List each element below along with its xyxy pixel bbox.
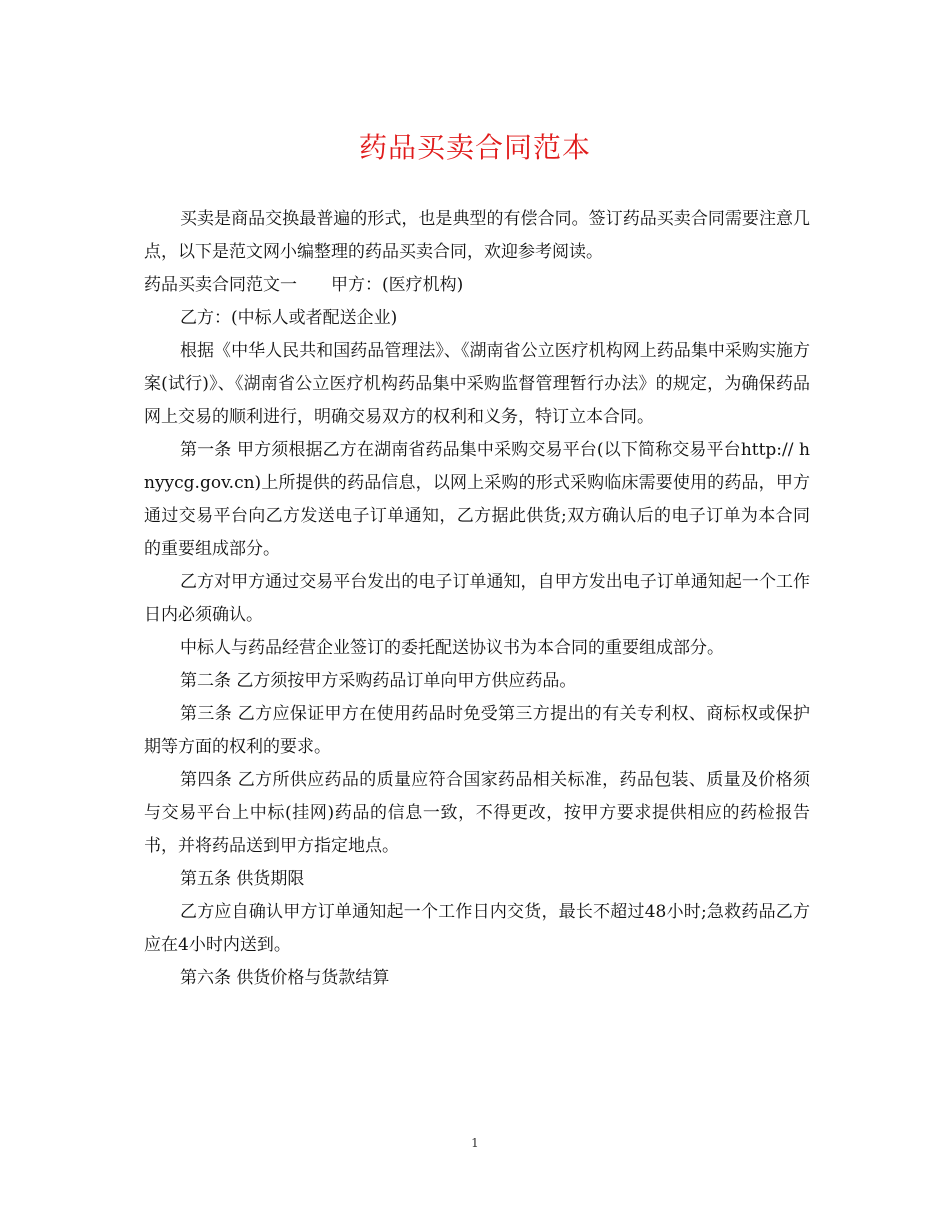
article-6-heading: 第六条 供货价格与货款结算 bbox=[180, 968, 390, 988]
document-title: 药品买卖合同范本 bbox=[358, 131, 591, 164]
document-body bbox=[144, 203, 810, 995]
article-2-paragraph: 第二条 乙方须按甲方采购药品订单向甲方供应药品。 bbox=[180, 671, 577, 691]
basis-paragraph: 根据《中华人民共和国药品管理法》、《湖南省公立医疗机构网上药品集中采购实施方案(试行)》、《湖南省公立医疗机构药品集中采购监督管理暂行办法》的规定，为确保药品网上交易的顺利进行，明确交易双方的权利和义务，特订立本合同。 bbox=[144, 341, 810, 427]
party-a-label: 甲方：(医疗机构) bbox=[331, 275, 464, 295]
article-1-agreement-paragraph: 中标人与药品经营企业签订的委托配送协议书为本合同的重要组成部分。 bbox=[180, 638, 724, 658]
intro-paragraph: 买卖是商品交换最普遍的形式，也是典型的有偿合同。签订药品买卖合同需要注意几点，以下是范文网小编整理的药品买卖合同，欢迎参考阅读。 bbox=[144, 209, 810, 262]
article-4-paragraph: 第四条 乙方所供应药品的质量应符合国家药品相关标准，药品包装、质量及价格须与交易平台上中标(挂网)药品的信息一致，不得更改，按甲方要求提供相应的药检报告书，并将药品送到甲方指定地点。 bbox=[144, 770, 810, 856]
page-number: 1 bbox=[471, 1136, 479, 1150]
article-5-paragraph: 乙方应自确认甲方订单通知起一个工作日内交货，最长不超过48小时;急救药品乙方应在4小时内送到。 bbox=[144, 902, 810, 955]
article-1-confirm-paragraph: 乙方对甲方通过交易平台发出的电子订单通知，自甲方发出电子订单通知起一个工作日内必须确认。 bbox=[144, 572, 810, 625]
sample-heading: 药品买卖合同范文一 bbox=[144, 275, 297, 295]
article-5-heading: 第五条 供货期限 bbox=[180, 869, 305, 889]
sample-heading-line bbox=[144, 269, 810, 302]
party-b-label: 乙方：(中标人或者配送企业) bbox=[180, 308, 398, 328]
article-3-paragraph: 第三条 乙方应保证甲方在使用药品时免受第三方提出的有关专利权、商标权或保护期等方面的权利的要求。 bbox=[144, 704, 810, 757]
article-1-paragraph: 第一条 甲方须根据乙方在湖南省药品集中采购交易平台(以下简称交易平台http:// hnyycg.gov.cn)上所提供的药品信息，以网上采购的形式采购临床需要使用的药品，甲方通过交易平台向乙方发送电子订单通知，乙方据此供货;双方确认后的电子订单为本合同的重要组成部分。 bbox=[144, 440, 810, 559]
